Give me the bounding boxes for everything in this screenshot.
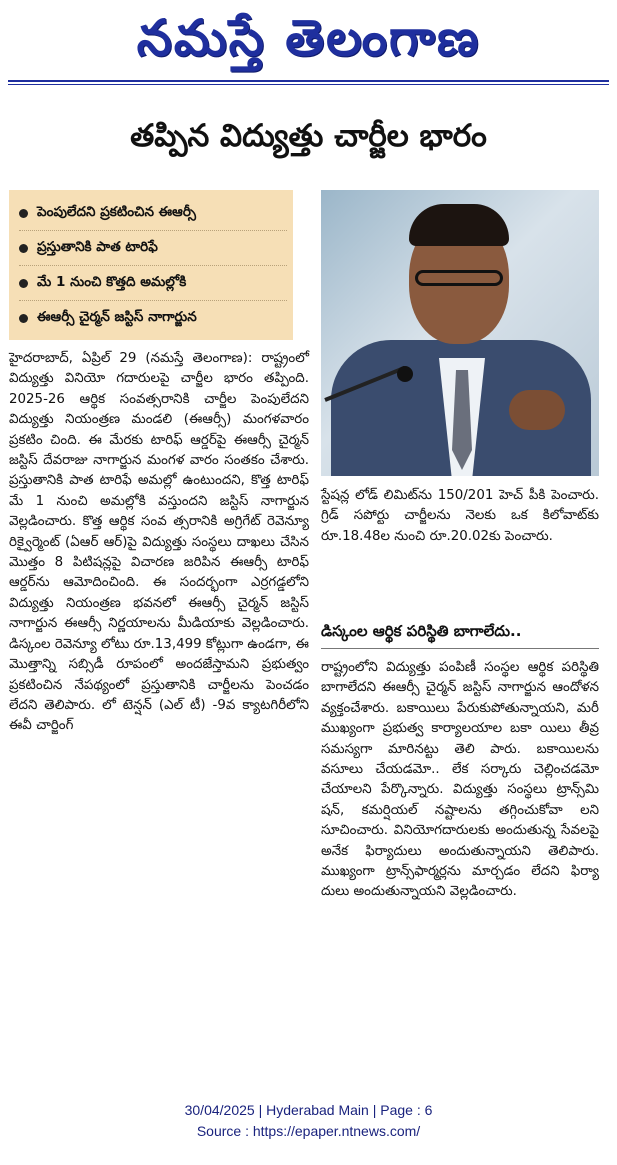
photo-hair: [409, 204, 509, 246]
highlight-item: [19, 301, 287, 336]
page-footer: [0, 1100, 617, 1142]
highlight-item: [19, 196, 287, 231]
highlight-text: పెంపులేదని ప్రకటించిన ఈఆర్సీ: [37, 203, 197, 220]
subheading-divider: [321, 648, 599, 649]
microphone-head-icon: [397, 366, 413, 382]
highlight-text: ప్రస్తుతానికి పాత టారిఫే: [37, 238, 158, 255]
highlight-text: మే 1 నుంచి కొత్తది అమల్లోకి: [37, 273, 187, 290]
article-column-left: [9, 349, 309, 737]
newspaper-logo: నమస్తే తెలంగాణ: [136, 8, 481, 67]
masthead-divider-thin: [8, 84, 609, 85]
bullet-icon: [19, 209, 28, 218]
masthead-divider: [8, 80, 609, 82]
article-headline: తప్పిన విద్యుత్తు చార్జీల భారం: [130, 118, 487, 154]
highlight-text: ఈఆర్సీ చైర్మన్ జస్టిస్ నాగార్జున: [37, 309, 197, 325]
photo-glasses: [415, 270, 503, 286]
bullet-icon: [19, 244, 28, 253]
highlight-item: [19, 231, 287, 266]
article-column-right-bottom: [321, 658, 599, 903]
highlight-item: [19, 266, 287, 301]
article-paragraph: స్టేషన్ల లోడ్ లిమిట్‌ను 150/201 హెచ్ పీకి పెంచారు. గ్రిడ్ సపోర్టు చార్జీలను నెలకు ఒక కిలోవాట్‌కు రూ.18.48ల నుంచి రూ.20.02కు పెంచారు.: [321, 488, 599, 544]
masthead: [0, 0, 617, 76]
bullet-icon: [19, 279, 28, 288]
photo-hand: [509, 390, 565, 430]
article-subheading: డిస్కంల ఆర్థిక పరిస్థితి బాగాలేదు..: [321, 622, 522, 640]
bullet-icon: [19, 314, 28, 323]
edition-info: 30/04/2025 | Hyderabad Main | Page : 6: [184, 1102, 433, 1118]
portrait-photo: [321, 190, 599, 476]
highlights-box: [9, 190, 293, 340]
source-link[interactable]: Source : https://epaper.ntnews.com/: [196, 1123, 421, 1139]
article-column-right-top: [321, 486, 599, 547]
article-paragraph: రాష్ట్రంలోని విద్యుత్తు పంపిణీ సంస్థల ఆర్థిక పరిస్థితి బాగాలేదని ఈఆర్సీ చైర్మన్ జస్టిస్ నాగార్జున ఆందోళన వ్యక్తంచేశారు. బకాయిలు పేరుకుపోతున్నాయని, మరీ ముఖ్యంగా ప్రభుత్వ కార్యాలయాల బకా యిలు తీవ్ర సమస్యగా మారినట్టు తెలి పారు. బకాయిలను వసూలు చేయడమో.. లేక సర్కారు చెల్లించడమో చేయాలని పేర్కొన్నారు. విద్యుత్తు సంస్థలు ట్రాన్స్‌మి షన్, కమర్షియల్ నష్టాలను తగ్గించుకోవా లని సూచించారు. వినియోగదారులకు అందుతున్న సేవలపై అనేక ఫిర్యాదులు అందుతున్నాయని తెలిపారు. ముఖ్యంగా ట్రాన్స్‌ఫార్మర్లను మార్చడం లేదని ఫిర్యా దులు అందుతున్నాయని వెల్లడించారు.: [321, 660, 599, 900]
article-paragraph: హైదరాబాద్, ఏప్రిల్ 29 (నమస్తే తెలంగాణ): రాష్ట్రంలో విద్యుత్తు వినియో గదారులపై చార్జీల భారం తప్పింది. 2025-26 ఆర్థిక సంవత్సరానికి చార్జీల పెంపులేదని విద్యుత్తు నియంత్రణ మండలి (ఈఆర్సీ) మంగళవారం ప్రకటిం చింది. ఈ మేరకు టారిఫ్ ఆర్డర్‌పై ఈఆర్సీ చైర్మన్ జస్టిస్ దేవరాజు నాగార్జున మంగళ వారం సంతకం చేశారు. ప్రస్తుతానికి పాత టారిఫే అమల్లో ఉంటుందని, కొత్త టారిఫ్ మే 1 నుంచి అమల్లోకి వస్తుందని జస్టిస్ నాగార్జున వెల్లడించారు. కొత్త ఆర్థిక సంవ త్సరానికి అగ్రిగేట్ రెవెన్యూ రిక్వైర్మెంట్ (ఏఆర్ ఆర్)పై విద్యుత్తు సంస్థలు దాఖలు చేసిన మొత్తం 8 పిటిషన్లపై విచారణ జరిపిన ఈఆర్సీ టారిఫ్ ఆర్డర్‌ను ఆమోదించింది. ఈ సందర్భంగా ఎర్రగడ్డలోని విద్యుత్తు నియంత్రణ భవనలో ఈఆర్సీ చైర్మన్ జస్టిస్ నాగార్జున ఈఆర్సీ నిర్ణయాలను మీడియాకు వెల్లడించారు. డిస్కంల రెవెన్యూ లోటు రూ.13,499 కోట్లుగా ఉండగా, ఈ మొత్తాన్ని సబ్సిడీ రూపంలో అందజేస్తామని ప్రభుత్వం ప్రకటించిన నేపథ్యంలో ప్రస్తుతానికి చార్జీలను పెంచడం లేదని తెలిపారు. లో టెన్షన్ (ఎల్ టీ) -9వ క్యాటగిరీలోని ఈవీ చార్జింగ్: [9, 351, 309, 734]
